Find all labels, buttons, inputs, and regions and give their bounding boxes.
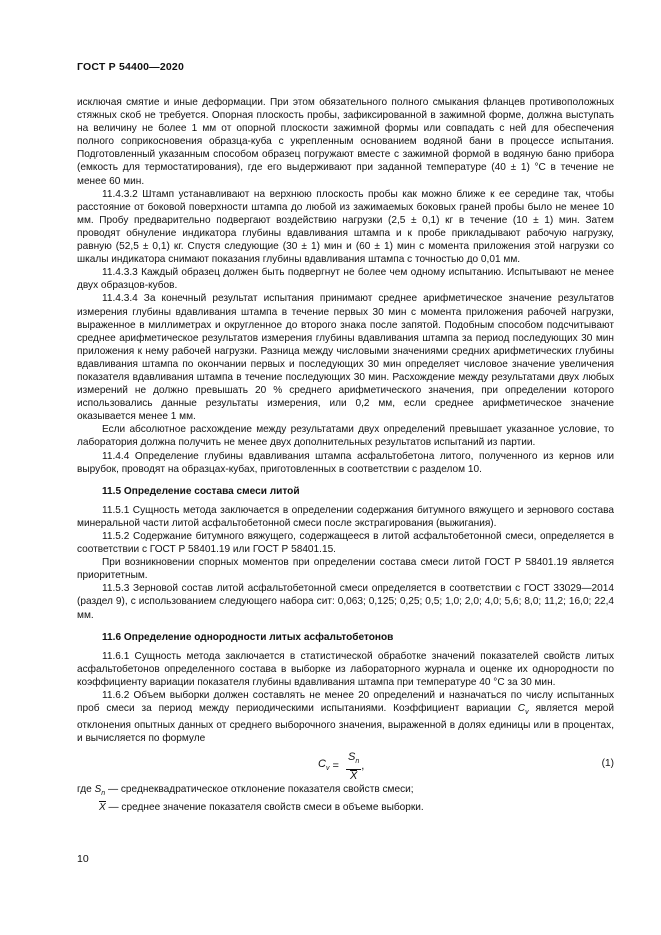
paragraph-11-6-2-part1: 11.6.2 Объем выборки должен составлять не менее 20 определений и назначаться по числу испытанных проб смеси за период между периодическими испытаниями. Коэффициент вариации [77, 690, 614, 715]
formula-numerator: $S_n$ [346, 751, 361, 769]
paragraph-11-6-2-part2: является мерой отклонения опытных данных от среднего выборочного значения, выраженной в долях единицы или в процентах, и вычисляется по формуле [77, 703, 614, 745]
paragraph-11-6-1: 11.6.1 Сущность метода заключается в статистической обработке значений показателей свойств литых асфальтобетонов определенного состава в выборке из лабораторного журнала и оценке их однородности по коэффициенту вариации показателя глубины вдавливания штампа при температуре 40 °С за 30 мин. [77, 650, 614, 688]
formula-denominator: X [349, 769, 358, 782]
formula-expression [318, 751, 364, 781]
section-heading-11-5: 11.5 Определение состава смеси литой [102, 485, 300, 497]
formula-number: (1) [601, 758, 614, 770]
formula-fraction [346, 751, 361, 781]
formula-comma: , [361, 759, 365, 772]
paragraph-disputes: При возникновении спорных моментов при определении состава смеси литой ГОСТ Р 58401.19 является приоритетным. [77, 557, 614, 582]
paragraph-11-4-3-4: 11.4.3.4 За конечный результат испытания принимают среднее арифметическое значение результатов измерения глубины вдавливания штампа в течение первых 30 мин с момента приложения рабочей нагрузки, выраженное в миллиметрах и округленное до второго знака после запятой. Подобным способом подсчитывают среднее арифметическое результатов измерения глубины вдавливания штампа за период последующих 30 мин приложения к нему рабочей нагрузки. Разница между числовыми значениями средних арифметических глубины вдавливания штампа по окончании первых и последующих 30 мин определяет числовое значение увеличения показателя вдавливания штампа в течение последующих 30 мин. Расхождение между результатами двух любых измерений не должно превышать 20 % среднего арифметического значения, при определении которого использовались данные результаты измерения, или 0,2 мм, если среднее арифметическое значение оказывается менее 1 мм. [77, 293, 614, 423]
where-line-2: X — среднее значение показателя свойств смеси в объеме выборки. [99, 801, 424, 813]
page-number: 10 [77, 853, 89, 865]
formula-equals: = [329, 759, 342, 772]
section-heading-11-6: 11.6 Определение однородности литых асфальтобетонов [102, 631, 394, 643]
standard-header: ГОСТ Р 54400—2020 [77, 61, 185, 73]
paragraph-11-4-3-2: 11.4.3.2 Штамп устанавливают на верхнюю плоскость пробы как можно ближе к ее середине так, чтобы расстояние от боковой поверхности штампа до любой из зажимаемых боковых граней пробы было не менее 10 мм. Пробу предварительно подвергают воздействию нагрузки (2,5 ± 0,1) кг в течение (10 ± 1) мин. Затем проводят обнуление индикатора глубины вдавливания штампа и к пробе прикладывают рабочую нагрузку, равную (52,5 ± 0,1) кг. Спустя следующие (30 ± 1) мин и (60 ± 1) мин с момента приложения этой нагрузки со шкалы индикатора снимают показания глубины вдавливания штампа с точностью до 0,01 мм. [77, 188, 614, 266]
where-line-1: где $S_n$ — среднеквадратическое отклонение показателя свойств смеси; [77, 784, 414, 798]
paragraph-continuation: исключая смятие и иные деформации. При этом обязательного полного смыкания фланцев противоположных стяжных скоб не требуется. Опорная плоскость пробы, зафиксированной в зажимной форме, должна выступать на величину не более 1 мм от опорной плоскости зажимной формы или совпадать с ней для обеспечения полного соприкосновения образца-куба с укрепленным основанием водяной бани в процессе испытания. Подготовленный указанным способом образец погружают вместе с зажимной формой в водяную баню прибора (емкость для термостатирования), где его выдерживают при заданной температуре (40 ± 1) °С в течение не менее 60 мин. [77, 97, 614, 187]
paragraph-absolute-divergence: Если абсолютное расхождение между результатами двух определений превышает указанное условие, то лаборатория должна получить не менее двух дополнительных результатов испытаний из партии. [77, 424, 614, 449]
paragraph-11-5-1: 11.5.1 Сущность метода заключается в определении содержания битумного вяжущего и зернового состава минеральной части литой асфальтобетонной смеси после экстрагирования (выжигания). [77, 504, 614, 529]
paragraph-11-4-4: 11.4.4 Определение глубины вдавливания штампа асфальтобетона литого, полученного из кернов или вырубок, проводят на образцах-кубах, приготовленных в соответствии с разделом 10. [77, 450, 614, 475]
paragraph-11-5-3: 11.5.3 Зерновой состав литой асфальтобетонной смеси определяется в соответствии с ГОСТ 33029—2014 (раздел 9), с использованием следующего набора сит: 0,063; 0,125; 0,25; 0,5; 1,0; 2,0; 4,0; 5,6; 8,0; 11,2; 16,0; 22,4 мм. [77, 583, 614, 621]
formula-lhs: $C_v$ [318, 757, 330, 773]
paragraph-11-5-2: 11.5.2 Содержание битумного вяжущего, содержащееся в литой асфальтобетонной смеси, определяется в соответствии с ГОСТ Р 58401.19 или ГОСТ Р 58401.15. [77, 531, 614, 556]
paragraph-11-4-3-3: 11.4.3.3 Каждый образец должен быть подвергнут не более чем одному испытанию. Испытывают не менее двух образцов-кубов. [77, 267, 614, 292]
coef-variation-symbol: $C_v$ [517, 703, 529, 717]
formula-1 [77, 749, 614, 782]
paragraph-11-6-2 [77, 689, 614, 745]
document-body [77, 96, 614, 814]
